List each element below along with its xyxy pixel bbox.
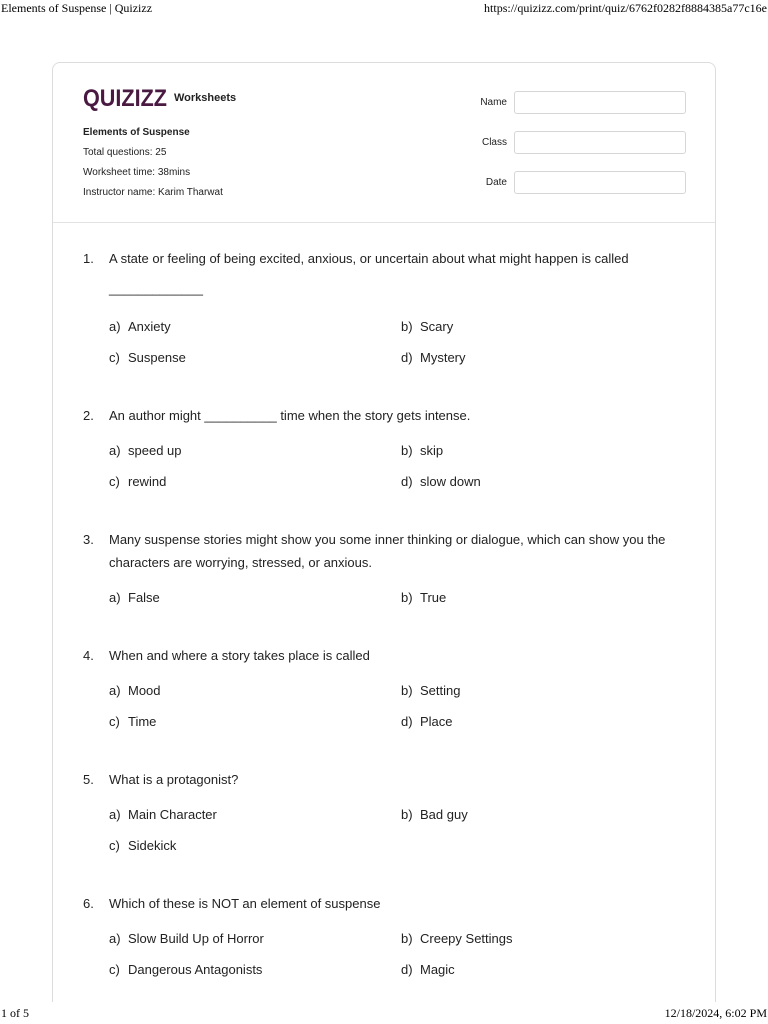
question-number: 2.: [83, 408, 94, 423]
option-text: rewind: [128, 474, 167, 489]
date-field[interactable]: [514, 171, 686, 194]
option-letter: b): [401, 590, 413, 605]
option-letter: d): [401, 714, 413, 729]
question-text: What is a protagonist?: [109, 772, 239, 787]
question-number: 4.: [83, 648, 94, 663]
option-text: Slow Build Up of Horror: [128, 931, 264, 946]
option-letter: d): [401, 962, 413, 977]
answer-options: [83, 443, 693, 505]
name-label: Name: [480, 97, 507, 108]
option-letter: b): [401, 931, 413, 946]
question: [83, 404, 693, 505]
quizizz-logo: [83, 85, 167, 111]
option-letter: a): [109, 590, 121, 605]
answer-option: [401, 807, 693, 838]
option-text: Scary: [420, 319, 454, 334]
print-page-url: https://quizizz.com/print/quiz/6762f0282f8884385a77c16e: [484, 1, 767, 15]
question-number: 6.: [83, 896, 94, 911]
option-letter: a): [109, 683, 121, 698]
class-field[interactable]: [514, 131, 686, 154]
option-text: Main Character: [128, 807, 217, 822]
question: [83, 247, 693, 381]
answer-options: [83, 931, 693, 993]
option-letter: b): [401, 807, 413, 822]
date-label: Date: [485, 177, 507, 188]
answer-option: [401, 350, 693, 381]
option-letter: c): [109, 714, 120, 729]
option-letter: c): [109, 474, 120, 489]
option-text: Mystery: [420, 350, 466, 365]
total-questions: Total questions: 25: [83, 147, 167, 158]
answer-option: [109, 319, 401, 350]
option-text: Time: [128, 714, 157, 729]
answer-option: [109, 962, 401, 993]
answer-option: [109, 807, 401, 838]
question-text: Many suspense stories might show you some inner thinking or dialogue, which can show you the characters are worrying, stressed, or anxious.: [109, 532, 666, 570]
name-field[interactable]: [514, 91, 686, 114]
answer-option: [401, 962, 693, 993]
name-field-row: [453, 91, 687, 115]
option-text: Dangerous Antagonists: [128, 962, 263, 977]
answer-option: [401, 683, 693, 714]
answer-option: [109, 714, 401, 745]
question-text: When and where a story takes place is called: [109, 648, 370, 663]
question: [83, 768, 693, 869]
question-list: [83, 247, 693, 1016]
option-text: Setting: [420, 683, 461, 698]
question-number: 1.: [83, 251, 94, 266]
option-text: Magic: [420, 962, 455, 977]
answer-option: [109, 590, 401, 621]
print-page-title: Elements of Suspense | Quizizz: [1, 1, 153, 15]
print-header: [0, 1, 768, 17]
answer-options: [83, 590, 693, 621]
answer-option: [401, 590, 693, 621]
question: [83, 528, 693, 621]
answer-option: [401, 931, 693, 962]
question-text: [109, 404, 693, 427]
option-letter: b): [401, 683, 413, 698]
worksheet-time: Worksheet time: 38mins: [83, 167, 191, 178]
brand-suffix: Worksheets: [174, 92, 237, 104]
answer-option: [109, 683, 401, 714]
svg-text:QUIZIZZ: QUIZIZZ: [83, 85, 167, 111]
answer-blank: __________: [204, 408, 277, 423]
option-text: Mood: [128, 683, 161, 698]
answer-option: [401, 443, 693, 474]
answer-option: [109, 443, 401, 474]
answer-option: [401, 319, 693, 350]
print-datetime: 12/18/2024, 6:02 PM: [664, 1006, 767, 1020]
question-number: 3.: [83, 532, 94, 547]
brand: [83, 85, 236, 111]
answer-option: [401, 474, 693, 505]
worksheet-meta: [83, 126, 223, 206]
question: [83, 644, 693, 745]
question: [83, 892, 693, 993]
answer-option: [401, 714, 693, 745]
option-letter: a): [109, 931, 121, 946]
option-text: Anxiety: [128, 319, 171, 334]
question-number: 5.: [83, 772, 94, 787]
option-letter: c): [109, 962, 120, 977]
option-letter: a): [109, 443, 121, 458]
question-text: Which of these is NOT an element of suspense: [109, 896, 381, 911]
option-letter: c): [109, 838, 120, 853]
page-count: 1 of 5: [1, 1006, 29, 1020]
date-field-row: [453, 171, 687, 195]
option-letter: b): [401, 443, 413, 458]
answer-options: [83, 683, 693, 745]
instructor-name: Instructor name: Karim Tharwat: [83, 187, 223, 198]
answer-options: [83, 807, 693, 869]
class-label: Class: [481, 137, 507, 148]
answer-option: [109, 474, 401, 505]
option-letter: d): [401, 474, 413, 489]
option-text: Suspense: [128, 350, 186, 365]
answer-options: [83, 319, 693, 381]
option-text: slow down: [420, 474, 481, 489]
option-text: Sidekick: [128, 838, 177, 853]
option-text: speed up: [128, 443, 182, 458]
option-letter: a): [109, 807, 121, 822]
answer-option: [109, 931, 401, 962]
option-letter: d): [401, 350, 413, 365]
worksheet-card: [52, 62, 716, 1002]
print-footer: [0, 1006, 768, 1022]
answer-option: [109, 838, 401, 869]
question-text-part: time when the story gets intense.: [276, 408, 471, 423]
option-text: True: [420, 590, 447, 605]
option-letter: c): [109, 350, 120, 365]
question-text: [109, 247, 693, 300]
question-text-part: An author might: [109, 408, 205, 423]
worksheet-header: [53, 63, 715, 223]
option-letter: a): [109, 319, 121, 334]
option-text: Creepy Settings: [420, 931, 513, 946]
answer-blank: _____________: [109, 281, 203, 296]
class-field-row: [453, 131, 687, 155]
option-text: Place: [420, 714, 453, 729]
question-text-part: A state or feeling of being excited, anxious, or uncertain about what might happen is called: [109, 251, 629, 266]
answer-option: [109, 350, 401, 381]
worksheet-title: Elements of Suspense: [83, 127, 190, 138]
option-text: Bad guy: [420, 807, 468, 822]
option-letter: b): [401, 319, 413, 334]
option-text: skip: [420, 443, 444, 458]
option-text: False: [128, 590, 160, 605]
